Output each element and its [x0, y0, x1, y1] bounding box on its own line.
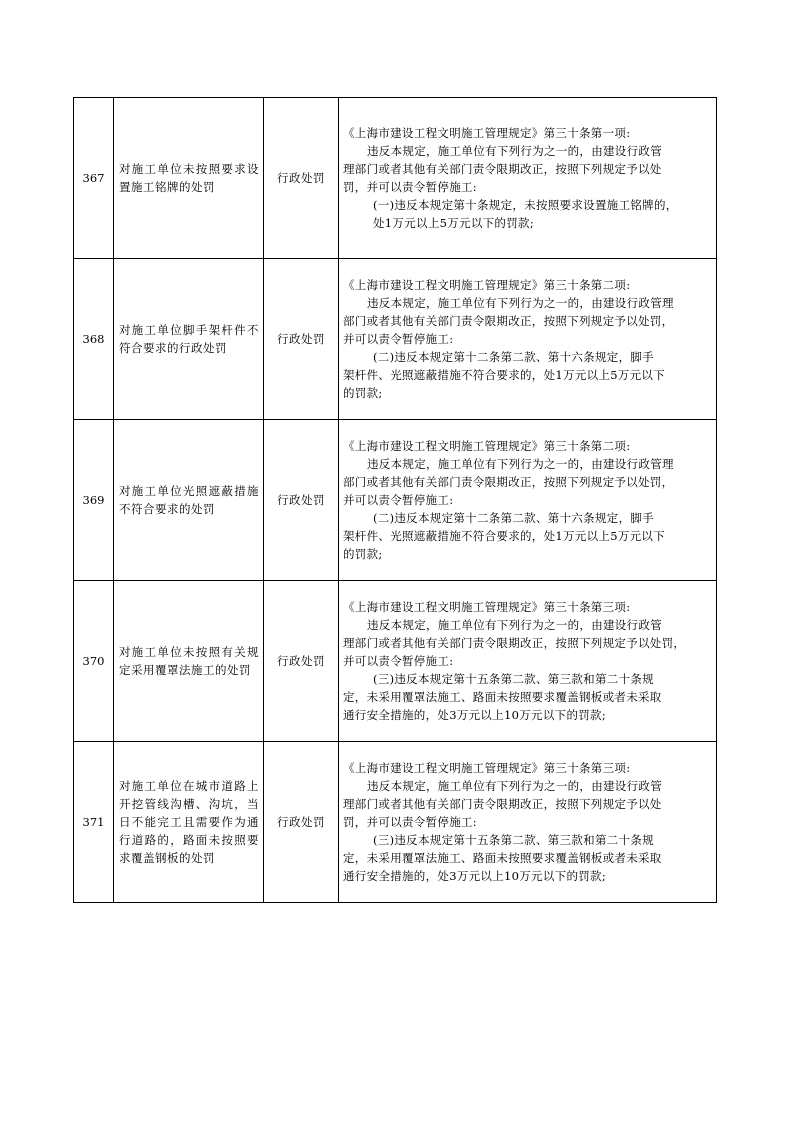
legal-basis-line: 罚，并可以责令暂停施工:	[343, 180, 477, 194]
legal-basis-line: 违反本规定，施工单位有下列行为之一的，由建设行政管	[367, 618, 662, 632]
penalty-table	[73, 97, 717, 903]
legal-basis-line: 通行安全措施的，处3万元以上10万元以下的罚款;	[343, 708, 607, 722]
legal-basis-line: 定，未采用覆罩法施工、路面未按照要求覆盖钢板或者未采取	[343, 690, 662, 704]
legal-basis-line: 罚，并可以责令暂停施工:	[343, 815, 477, 829]
table-row	[74, 581, 717, 742]
legal-basis	[339, 420, 717, 581]
legal-basis-line: 处1万元以上5万元以下的罚款;	[373, 216, 535, 230]
table-row	[74, 420, 717, 581]
table-row	[74, 98, 717, 259]
legal-basis-line: 违反本规定，施工单位有下列行为之一的，由建设行政管	[367, 779, 662, 793]
legal-basis-line: 部门或者其他有关部门责令限期改正，按照下列规定予以处罚，	[343, 314, 674, 328]
legal-basis	[339, 581, 717, 742]
legal-basis-line: 《上海市建设工程文明施工管理规定》第三十条第三项:	[343, 600, 631, 614]
legal-basis-line: (二)违反本规定第十二条第二款、第十六条规定，脚手	[373, 350, 654, 364]
item-type: 行政处罚	[264, 98, 339, 259]
legal-basis-line: 并可以责令暂停施工:	[343, 332, 454, 346]
legal-basis	[339, 259, 717, 420]
legal-basis-line: 违反本规定，施工单位有下列行为之一的，由建设行政管	[367, 144, 662, 158]
table-row	[74, 259, 717, 420]
legal-basis-line: 通行安全措施的，处3万元以上10万元以下的罚款;	[343, 869, 607, 883]
item-number: 367	[74, 98, 114, 259]
legal-basis-line: 的罚款;	[343, 547, 383, 561]
legal-basis-line: 《上海市建设工程文明施工管理规定》第三十条第一项:	[343, 126, 631, 140]
item-number: 368	[74, 259, 114, 420]
legal-basis-line: (三)违反本规定第十五条第二款、第三款和第二十条规	[373, 833, 654, 847]
legal-basis-line: 定，未采用覆罩法施工、路面未按照要求覆盖钢板或者未采取	[343, 851, 662, 865]
legal-basis-line: 违反本规定，施工单位有下列行为之一的，由建设行政管理	[367, 457, 674, 471]
item-name: 对施工单位光照遮蔽措施不符合要求的处罚	[114, 420, 264, 581]
penalty-table-body	[74, 98, 717, 903]
legal-basis	[339, 98, 717, 259]
legal-basis-line: 理部门或者其他有关部门责令限期改正，按照下列规定予以处罚，	[343, 636, 686, 650]
legal-basis-line: 架杆件、光照遮蔽措施不符合要求的，处1万元以上5万元以下	[343, 368, 666, 382]
legal-basis-line: 架杆件、光照遮蔽措施不符合要求的，处1万元以上5万元以下	[343, 529, 666, 543]
legal-basis-line: 《上海市建设工程文明施工管理规定》第三十条第二项:	[343, 278, 631, 292]
legal-basis-line: 《上海市建设工程文明施工管理规定》第三十条第二项:	[343, 439, 631, 453]
legal-basis	[339, 742, 717, 903]
legal-basis-line: (三)违反本规定第十五条第二款、第三款和第二十条规	[373, 672, 654, 686]
item-type: 行政处罚	[264, 420, 339, 581]
item-name: 对施工单位在城市道路上开挖管线沟槽、沟坑，当日不能完工且需要作为通行道路的，路面未按照要求覆盖钢板的处罚	[114, 742, 264, 903]
legal-basis-line: 理部门或者其他有关部门责令限期改正，按照下列规定予以处	[343, 162, 662, 176]
item-name: 对施工单位未按照有关规定采用覆罩法施工的处罚	[114, 581, 264, 742]
item-name: 对施工单位未按照要求设置施工铭牌的处罚	[114, 98, 264, 259]
legal-basis-line: 并可以责令暂停施工:	[343, 493, 454, 507]
item-type: 行政处罚	[264, 259, 339, 420]
item-type: 行政处罚	[264, 581, 339, 742]
table-row	[74, 742, 717, 903]
legal-basis-line: 《上海市建设工程文明施工管理规定》第三十条第三项:	[343, 761, 631, 775]
item-number: 371	[74, 742, 114, 903]
legal-basis-line: 违反本规定，施工单位有下列行为之一的，由建设行政管理	[367, 296, 674, 310]
item-number: 370	[74, 581, 114, 742]
legal-basis-line: 的罚款;	[343, 386, 383, 400]
legal-basis-line: (一)违反本规定第十条规定，未按照要求设置施工铭牌的，	[373, 198, 678, 212]
item-number: 369	[74, 420, 114, 581]
legal-basis-line: 并可以责令暂停施工:	[343, 654, 454, 668]
legal-basis-line: (二)违反本规定第十二条第二款、第十六条规定，脚手	[373, 511, 654, 525]
legal-basis-line: 理部门或者其他有关部门责令限期改正，按照下列规定予以处	[343, 797, 662, 811]
item-type: 行政处罚	[264, 742, 339, 903]
item-name: 对施工单位脚手架杆件不符合要求的行政处罚	[114, 259, 264, 420]
legal-basis-line: 部门或者其他有关部门责令限期改正，按照下列规定予以处罚，	[343, 475, 674, 489]
